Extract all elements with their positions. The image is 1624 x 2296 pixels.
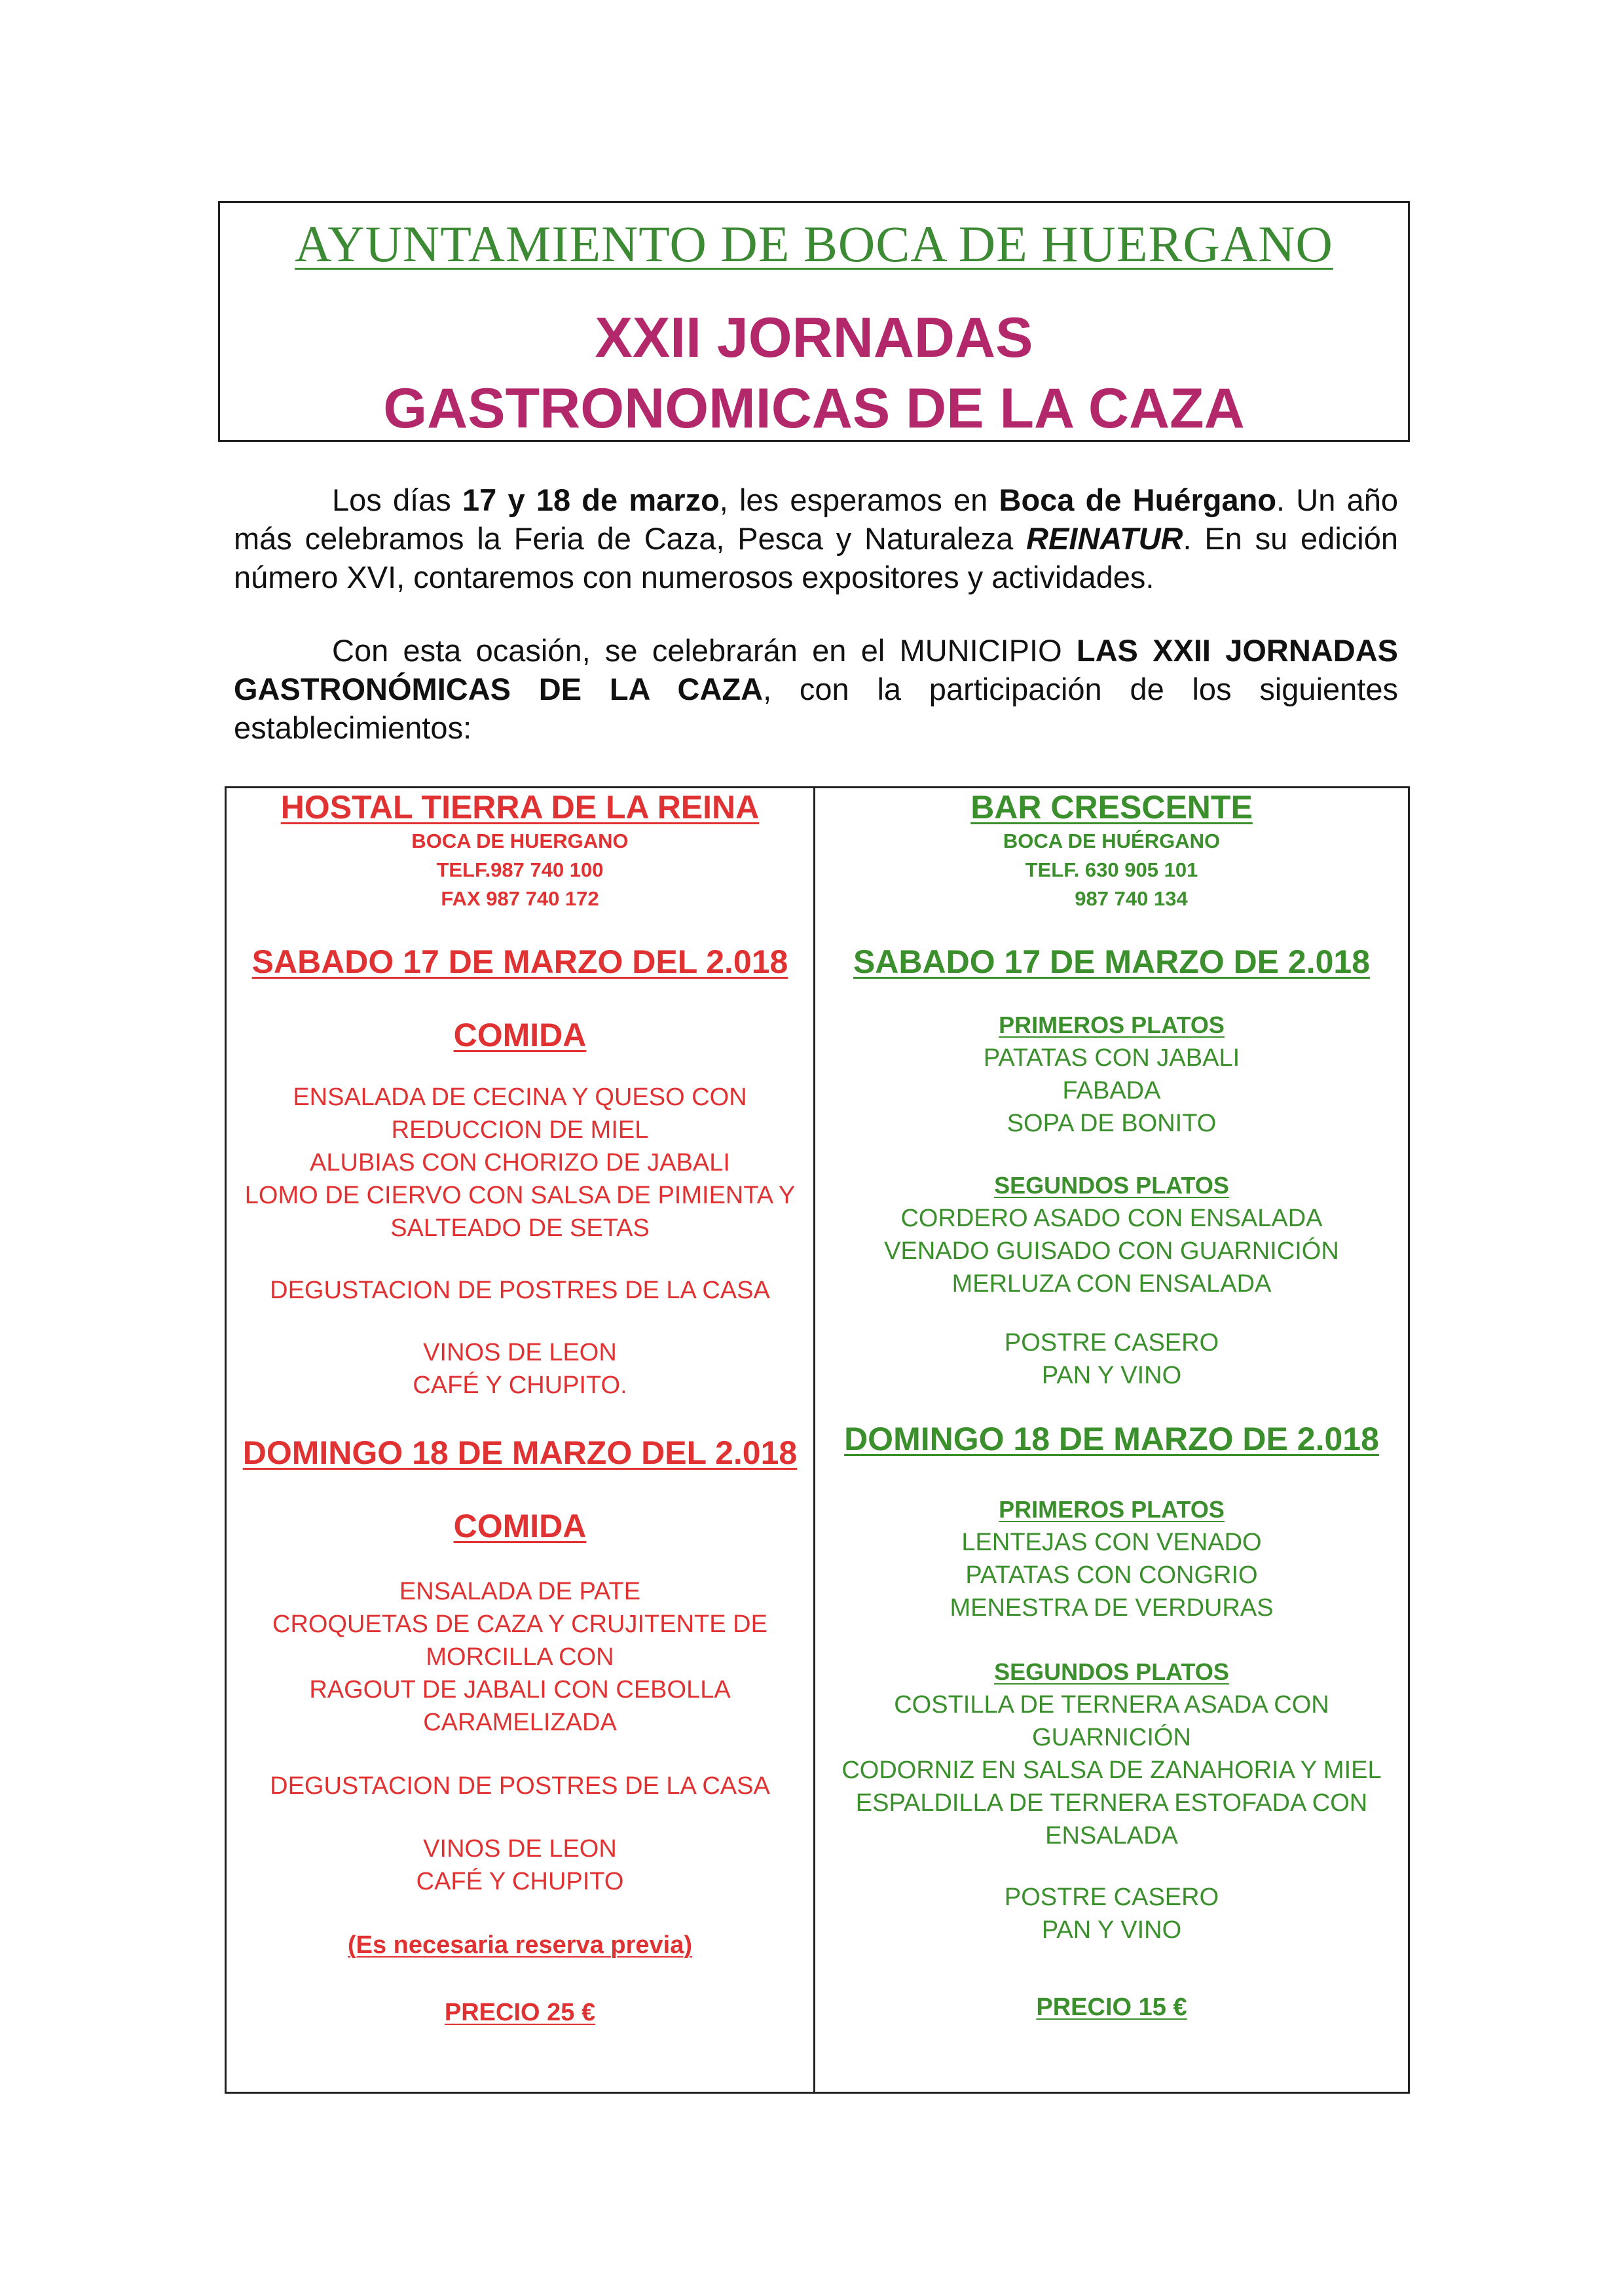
- venue-fax: FAX 987 740 172: [441, 887, 599, 910]
- intro-text: . Un año más celebramos la Feria de Caza, Pesca y Naturaleza: [234, 483, 1398, 556]
- dish: ENSALADA DE CECINA Y QUESO CON: [293, 1084, 747, 1111]
- dish: ESPALDILLA DE TERNERA ESTOFADA CON: [855, 1789, 1368, 1817]
- intro-text: , les esperamos en: [719, 483, 999, 517]
- organization-name: AYUNTAMIENTO DE BOCA DE HUERGANO: [295, 215, 1333, 272]
- day-title: SABADO 17 DE MARZO DE 2.018: [853, 943, 1371, 980]
- dish: VENADO GUISADO CON GUARNICIÓN: [884, 1237, 1339, 1265]
- venue-location: BOCA DE HUERGANO: [411, 829, 629, 852]
- event-dates: 17 y 18 de marzo: [462, 483, 720, 517]
- extra: PAN Y VINO: [1041, 1916, 1182, 1944]
- dish: LOMO DE CIERVO CON SALSA DE PIMIENTA Y: [244, 1182, 796, 1209]
- venue-phone: TELF.987 740 100: [436, 858, 604, 881]
- dish: ENSALADA: [1045, 1822, 1178, 1850]
- day-title: DOMINGO 18 DE MARZO DE 2.018: [844, 1421, 1379, 1457]
- venue-name: HOSTAL TIERRA DE LA REINA: [280, 789, 760, 826]
- dish: CODORNIZ EN SALSA DE ZANAHORIA Y MIEL: [841, 1757, 1382, 1784]
- dish: REDUCCION DE MIEL: [391, 1116, 649, 1144]
- dessert: DEGUSTACION DE POSTRES DE LA CASA: [270, 1772, 770, 1800]
- dish: RAGOUT DE JABALI CON CEBOLLA: [309, 1676, 731, 1704]
- dessert: POSTRE CASERO: [1004, 1884, 1219, 1911]
- intro-text: . En su edición número XVI, contaremos con numerosos expositores y actividades.: [234, 521, 1398, 594]
- dish: CARAMELIZADA: [423, 1709, 617, 1736]
- venue-name: BAR CRESCENTE: [970, 789, 1253, 826]
- event-location: Boca de Huérgano: [999, 483, 1277, 517]
- dessert: POSTRE CASERO: [1004, 1329, 1219, 1357]
- course-label: PRIMEROS PLATOS: [999, 1496, 1225, 1523]
- drinks: VINOS DE LEON: [423, 1339, 617, 1366]
- intro-paragraph-1: [234, 481, 1398, 596]
- drinks: VINOS DE LEON: [423, 1835, 617, 1863]
- price: PRECIO 25 €: [444, 1999, 596, 2026]
- event-title-line-2: GASTRONOMICAS DE LA CAZA: [383, 377, 1245, 440]
- dish: MERLUZA CON ENSALADA: [951, 1270, 1272, 1298]
- extra: PAN Y VINO: [1041, 1362, 1182, 1389]
- meal-label: COMIDA: [453, 1508, 587, 1544]
- dish: MENESTRA DE VERDURAS: [950, 1594, 1274, 1622]
- course-label: SEGUNDOS PLATOS: [994, 1658, 1229, 1685]
- drinks: CAFÉ Y CHUPITO: [416, 1868, 624, 1895]
- header-box: [218, 201, 1410, 442]
- venue-location: BOCA DE HUÉRGANO: [1003, 829, 1221, 852]
- drinks: CAFÉ Y CHUPITO.: [413, 1372, 627, 1399]
- dish: LENTEJAS CON VENADO: [961, 1529, 1262, 1556]
- dish: ENSALADA DE PATE: [399, 1578, 641, 1605]
- fair-name: REINATUR: [1026, 521, 1183, 556]
- left-column: [227, 786, 813, 2094]
- course-label: SEGUNDOS PLATOS: [994, 1172, 1229, 1199]
- intro-paragraph-2: [234, 631, 1398, 747]
- meal-label: COMIDA: [453, 1017, 587, 1053]
- price: PRECIO 15 €: [1036, 1994, 1187, 2021]
- course-label: PRIMEROS PLATOS: [999, 1011, 1225, 1038]
- dish: GUARNICIÓN: [1032, 1724, 1191, 1751]
- event-title: [220, 302, 1408, 444]
- dish: CORDERO ASADO CON ENSALADA: [900, 1205, 1323, 1232]
- intro-text: Con esta ocasión, se celebrarán en el MUNICIPIO: [332, 633, 1077, 668]
- intro-text: Los días: [332, 483, 463, 517]
- right-column: [815, 786, 1408, 2094]
- dish: ALUBIAS CON CHORIZO DE JABALI: [310, 1149, 730, 1176]
- dish: COSTILLA DE TERNERA ASADA CON: [894, 1691, 1329, 1719]
- event-name-bold: LAS XXII JORNADAS GASTRONÓMICAS DE LA CAZA: [234, 633, 1398, 706]
- venue-phone-2: 987 740 134: [1075, 887, 1188, 910]
- dish: MORCILLA CON: [426, 1643, 614, 1671]
- dish: SALTEADO DE SETAS: [390, 1214, 650, 1242]
- dish: PATATAS CON CONGRIO: [965, 1561, 1258, 1589]
- dish: SOPA DE BONITO: [1006, 1110, 1217, 1137]
- reservation-note: (Es necesaria reserva previa): [347, 1931, 693, 1959]
- venue-phone: TELF. 630 905 101: [1025, 858, 1198, 881]
- intro-text: , con la participación de los siguientes establecimientos:: [234, 672, 1398, 745]
- dish: FABADA: [1062, 1077, 1161, 1104]
- day-title: SABADO 17 DE MARZO DEL 2.018: [251, 943, 788, 980]
- event-title-line-1: XXII JORNADAS: [595, 306, 1033, 369]
- dish: CROQUETAS DE CAZA Y CRUJITENTE DE: [272, 1611, 767, 1638]
- dessert: DEGUSTACION DE POSTRES DE LA CASA: [270, 1277, 770, 1304]
- dish: PATATAS CON JABALI: [983, 1044, 1240, 1072]
- day-title: DOMINGO 18 DE MARZO DEL 2.018: [242, 1434, 798, 1471]
